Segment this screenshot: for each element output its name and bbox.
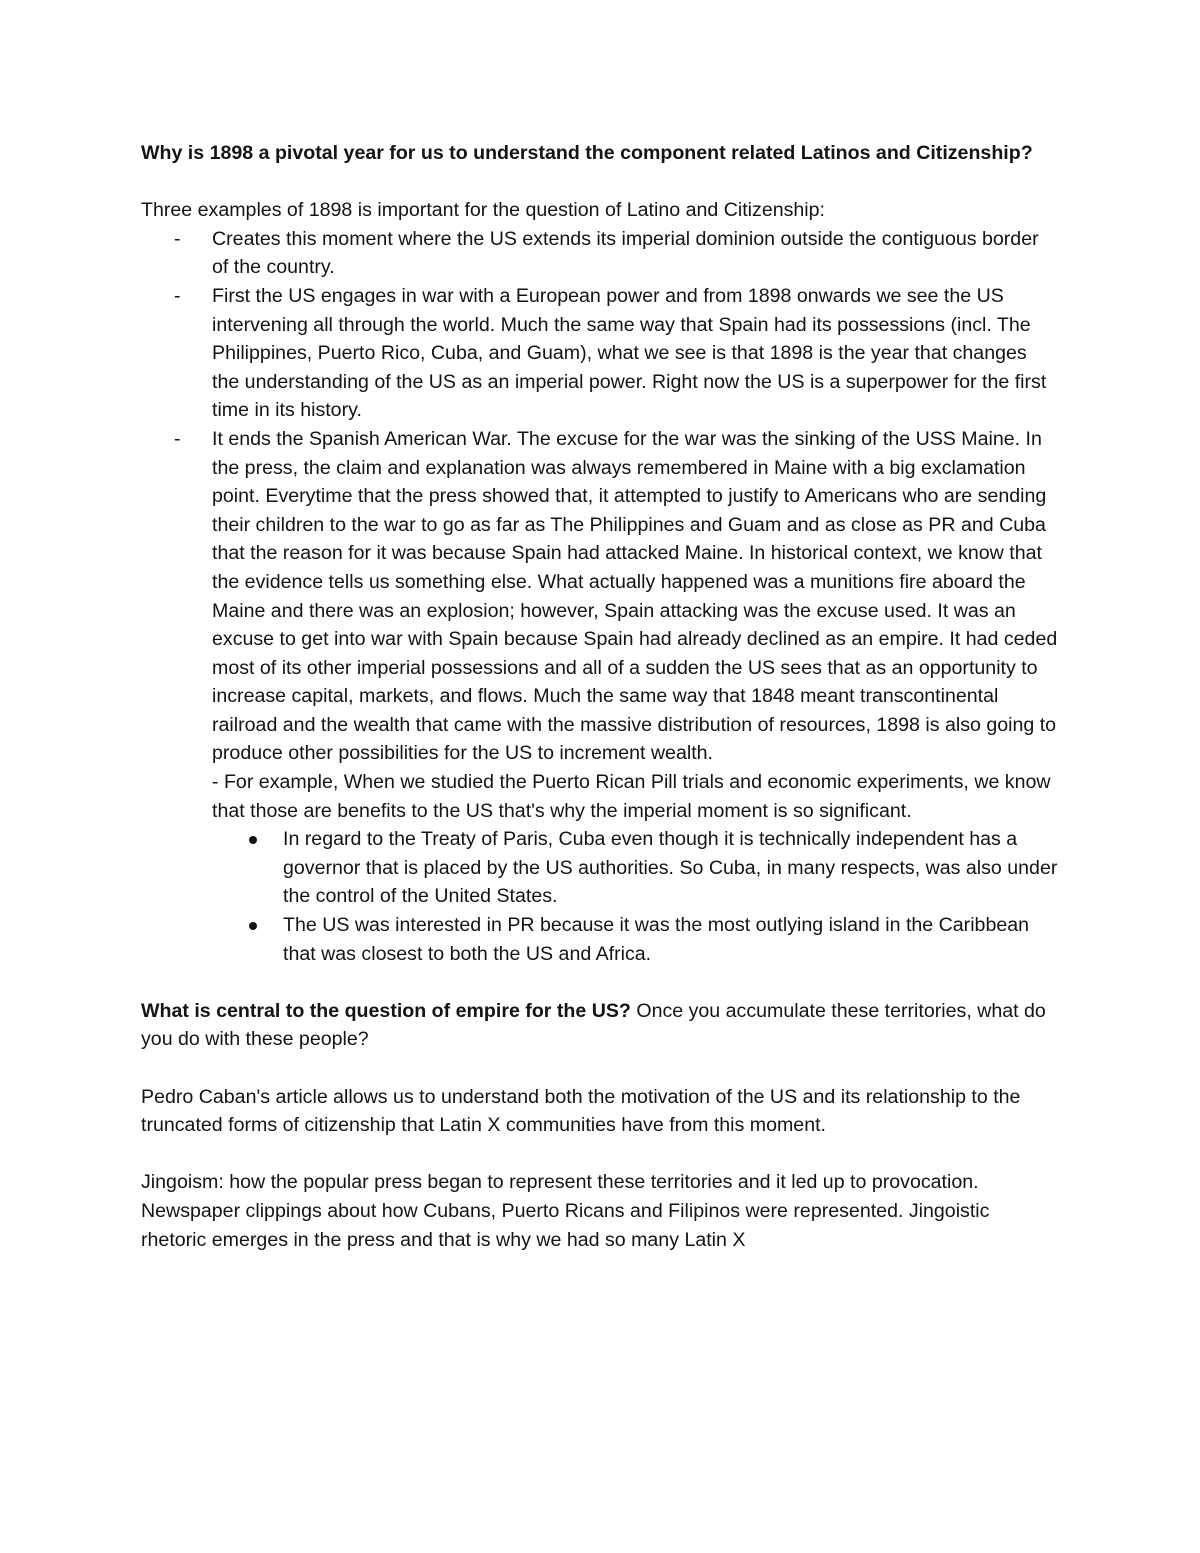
jingoism-paragraph: Jingoism: how the popular press began to represent these territories and it led up to provocation. Newspaper clippings about how Cubans, Puerto Ricans and Filipinos were represented. Jingoistic rhetoric emerges in the press and that is why we had so many Latin X (141, 1171, 990, 1251)
list-item (141, 825, 1059, 911)
dash-marker: - (174, 284, 181, 307)
list-item (141, 225, 1059, 282)
dash-marker: - (174, 227, 181, 250)
example-note: - For example, When we studied the Puerto Rican Pill trials and economic experiments, we know that those are benefits to the US that's why the imperial moment is so significant. (212, 771, 1051, 822)
empire-question-paragraph (141, 997, 1059, 1054)
list-item-text: The US was interested in PR because it was the most outlying island in the Caribbean that was closest to both the US and Africa. (283, 914, 1030, 965)
bullet-dot-icon (249, 836, 257, 844)
list-item-text: Creates this moment where the US extends its imperial dominion outside the contiguous border of the country. (212, 227, 1039, 279)
list-item-text: In regard to the Treaty of Paris, Cuba even though it is technically independent has a governor that is placed by the US authorities. So Cuba, in many respects, was also under the control of the United States. (283, 828, 1058, 908)
paragraph-gap (141, 1140, 1059, 1169)
dash-list (141, 225, 1059, 768)
list-item (141, 911, 1059, 968)
list-item (141, 425, 1059, 768)
bullet-list (141, 825, 1059, 968)
paragraph-gap (141, 968, 1059, 997)
intro-paragraph: Three examples of 1898 is important for the question of Latino and Citizenship: (141, 199, 826, 222)
list-item-text: First the US engages in war with a European power and from 1898 onwards we see the US intervening all through the world. Much the same way that Spain had its possessions (incl. The Philippines, Puerto Rico, Cuba, and Guam), what we see is that 1898 is the year that changes the understanding of the US as an imperial power. Right now the US is a superpower for the first time in its history. (212, 284, 1047, 422)
bullet-dot-icon (249, 922, 257, 930)
empire-question-bold: What is central to the question of empire for the US? (141, 999, 631, 1022)
document-page (141, 139, 1059, 1254)
dash-marker: - (174, 427, 181, 450)
list-item-text: It ends the Spanish American War. The excuse for the war was the sinking of the USS Maine. In the press, the claim and explanation was always remembered in Maine with a big exclamation point. Everytime that the press showed that, it attempted to justify to Americans who are sending their children to the war to go as far as The Philippines and Guam and as close as PR and Cuba that the reason for it was because Spain had attacked Maine. In historical context, we know that the evidence tells us something else. What actually happened was a munitions fire aboard the Maine and there was an explosion; however, Spain attacking was the excuse used. It was an excuse to get into war with Spain because Spain had already declined as an empire. It had ceded most of its other imperial possessions and all of a sudden the US sees that as an opportunity to increase capital, markets, and flows. Much the same way that 1848 meant transcontinental railroad and the wealth that came with the massive distribution of resources, 1898 is also going to produce other possibilities for the US to increment wealth. (212, 427, 1058, 765)
list-item (141, 282, 1059, 425)
empire-question-rest: Once you accumulate these territories, what do you do with these people? (141, 999, 1046, 1051)
paragraph-gap (141, 1054, 1059, 1083)
section-heading: Why is 1898 a pivotal year for us to understand the component related Latinos and Citizenship? (141, 142, 1033, 164)
caban-paragraph: Pedro Caban's article allows us to understand both the motivation of the US and its relationship to the truncated forms of citizenship that Latin X communities have from this moment. (141, 1085, 1021, 1137)
